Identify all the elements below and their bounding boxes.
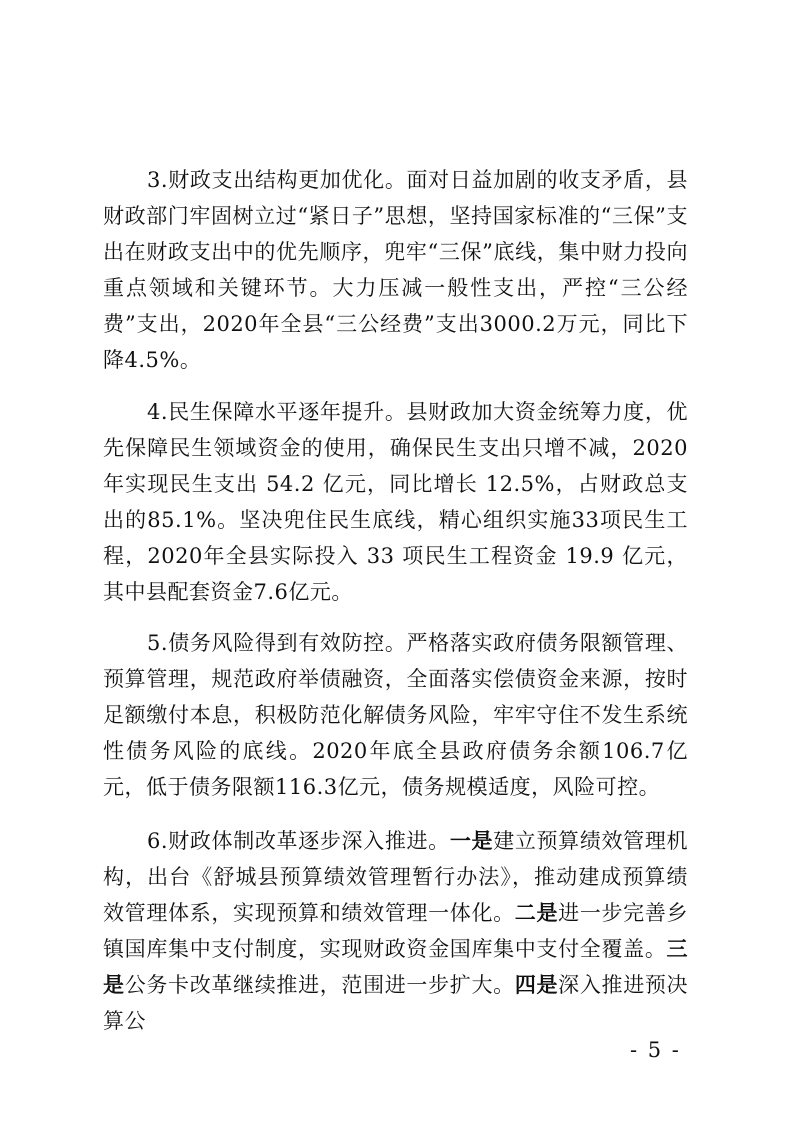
ordinal-third: 三是: [103, 936, 688, 997]
reform-item-3: 公务卡改革继续推进，范围进一步扩大。: [124, 973, 515, 997]
paragraph-livelihood-protection: 4.民生保障水平逐年提升。县财政加大资金统筹力度，优先保障民生领域资金的使用，确保民生支出只增不减，2020年实现民生支出 54.2 亿元，同比增长 12.5%，占财政总支出的85.1%。坚决兜住民生底线，精心组织实施33项民生工程，2020年全县实际投入 33 项民生工程资金 19.9 亿元，其中县配套资金7.6亿元。: [103, 400, 688, 604]
reform-item-2: 进一步完善乡镇国库集中支付制度，实现财政资金国库集中支付全覆盖。: [103, 901, 689, 961]
ordinal-fourth: 四是: [514, 972, 559, 997]
ordinal-first: 一是: [449, 828, 494, 853]
paragraph-debt-risk: 5.债务风险得到有效防控。严格落实政府债务限额管理、预算管理，规范政府举债融资，全面落实偿债资金来源，按时足额缴付本息，积极防范化解债务风险，牢牢守住不发生系统性债务风险的底线。2020年底全县政府债务余额106.7亿元，低于债务限额116.3亿元，债务规模适度，风险可控。: [103, 631, 688, 799]
reform-heading: 6.财政体制改革逐步深入推进。: [147, 829, 450, 853]
reform-item-4: 深入推进预决算公: [103, 973, 689, 1033]
paragraph-fiscal-reform: [103, 823, 688, 1039]
reform-item-1: 建立预算绩效管理机构，出台《舒城县预算绩效管理暂行办法》，推动建成预算绩效管理体系，实现预算和绩效管理一体化。: [103, 829, 689, 925]
ordinal-second: 二是: [514, 900, 559, 925]
paragraph-expenditure-structure: 3.财政支出结构更加优化。面对日益加剧的收支矛盾，县财政部门牢固树立过“紧日子”思想，坚持国家标准的“三保”支出在财政支出中的优先顺序，兜牢“三保”底线，集中财力投向重点领域和关键环节。大力压减一般性支出，严控“三公经费”支出，2020年全县“三公经费”支出3000.2万元，同比下降4.5%。: [103, 168, 688, 372]
page-number: - 5 -: [630, 1038, 681, 1062]
